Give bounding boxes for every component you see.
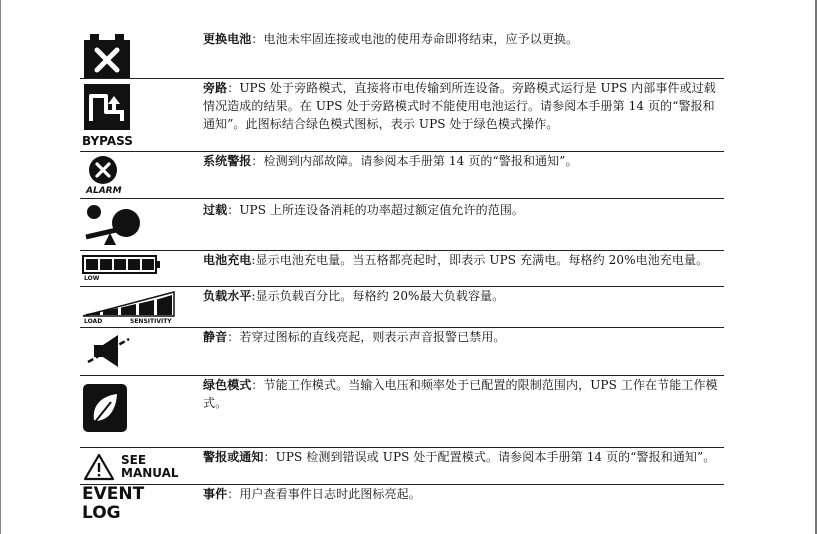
row-description — [203, 448, 723, 466]
bypass-icon-label: BYPASS — [82, 134, 133, 148]
row-separator: ： — [227, 330, 240, 344]
legend-row-bypass — [80, 79, 724, 151]
legend-row-event-log — [80, 485, 724, 530]
load-label: LOAD — [84, 318, 103, 325]
row-separator: ： — [263, 450, 276, 464]
legend-row-see-manual — [80, 448, 724, 484]
alarm-icon-label: ALARM — [86, 186, 122, 196]
row-description — [203, 251, 723, 269]
row-term: 过载 — [203, 203, 228, 217]
row-term: 事件 — [203, 487, 228, 501]
row-text: UPS 处于旁路模式，直接将市电传输到所连设备。旁路模式运行是 UPS 内部事件或过载情况造成的结果。在 UPS 处于旁路模式时不能使用电池运行。请参阅本手册第 14 页的“警报和通知”。此图标结合绿色模式图标，表示 UPS 处于绿色模式操作。 — [203, 81, 716, 131]
row-text: 节能工作模式。当输入电压和频率处于已配置的限制范围内，UPS 工作在节能工作模式。 — [203, 378, 718, 410]
row-description — [203, 201, 723, 219]
replace-battery-icon — [84, 34, 130, 78]
alarm-icon — [88, 155, 118, 185]
load-level-icon — [82, 291, 176, 317]
legend-row-load-level — [80, 287, 724, 327]
row-text: UPS 检测到错误或 UPS 处于配置模式。请参阅本手册第 14 页的“警报和通知”。 — [275, 450, 716, 464]
row-description — [203, 152, 723, 170]
row-term: 警报或通知 — [203, 450, 264, 464]
row-description — [203, 30, 723, 48]
row-term: 电池充电 — [203, 253, 252, 267]
row-separator: ： — [251, 32, 264, 46]
row-separator: : — [251, 253, 256, 267]
legend-row-replace-battery — [80, 30, 724, 78]
row-text: 检测到内部故障。请参阅本手册第 14 页的“警报和通知”。 — [263, 154, 578, 168]
row-text: UPS 上所连设备消耗的功率超过额定值允许的范围。 — [239, 203, 525, 217]
battery-low-label: LOW — [84, 275, 100, 282]
event-log-icon-log: LOG — [82, 503, 121, 523]
row-text: 用户查看事件日志时此图标亮起。 — [239, 487, 421, 501]
row-separator: : — [251, 289, 256, 303]
row-text: 若穿过图标的直线亮起，则表示声音报警已禁用。 — [239, 330, 506, 344]
row-term: 静音 — [203, 330, 228, 344]
warning-triangle-icon — [83, 453, 115, 481]
event-log-icon-event: EVENT — [82, 484, 145, 504]
legend-row-mute — [80, 328, 724, 375]
legend-row-overload — [80, 199, 724, 250]
row-term: 旁路 — [203, 81, 228, 95]
bypass-icon — [84, 84, 130, 130]
row-text: 电池未牢固连接或电池的使用寿命即将结束，应予以更换。 — [263, 32, 579, 46]
row-separator: ： — [227, 81, 240, 95]
row-separator: ： — [227, 203, 240, 217]
row-separator: ： — [227, 487, 240, 501]
sensitivity-label: SENSITIVITY — [130, 318, 172, 325]
manual-label: MANUAL — [121, 466, 179, 480]
row-description — [203, 376, 723, 412]
legend-row-battery-charge — [80, 251, 724, 286]
green-mode-icon — [83, 384, 127, 432]
row-separator: ： — [251, 378, 264, 392]
row-description — [203, 485, 723, 503]
row-term: 负载水平 — [203, 289, 252, 303]
row-term: 绿色模式 — [203, 378, 252, 392]
overload-icon — [82, 203, 142, 247]
row-description — [203, 287, 723, 305]
legend-row-green-mode — [80, 376, 724, 447]
battery-charge-icon — [82, 255, 162, 274]
row-term: 更换电池 — [203, 32, 252, 46]
row-text: 显示负载百分比。每格约 20%最大负载容量。 — [255, 289, 505, 303]
row-term: 系统警报 — [203, 154, 252, 168]
mute-icon — [86, 334, 130, 368]
row-separator: ： — [251, 154, 264, 168]
row-description — [203, 79, 723, 133]
row-text: 显示电池充电量。当五格都亮起时，即表示 UPS 充满电。每格约 20%电池充电量。 — [255, 253, 709, 267]
legend-row-system-alarm — [80, 152, 724, 198]
row-description — [203, 328, 723, 346]
see-label: SEE — [121, 453, 147, 467]
